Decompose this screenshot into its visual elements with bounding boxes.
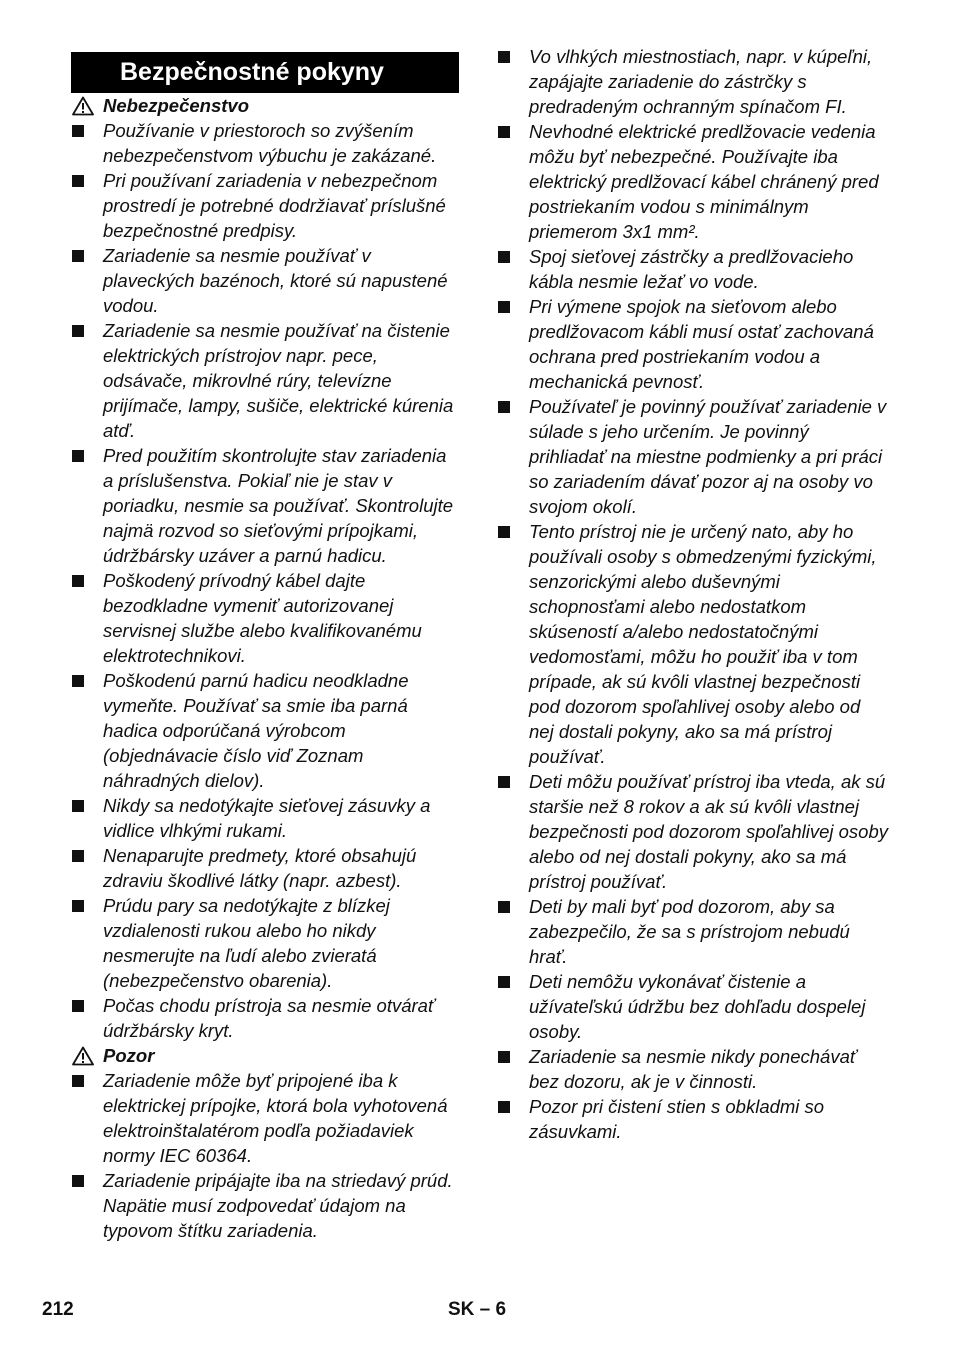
list-item: Pozor pri čistení stien s obkladmi so zásuvkami. xyxy=(497,1094,889,1144)
list-item: Tento prístroj nie je určený nato, aby ho používali osoby s obmedzenými fyzickými, senzorickými alebo duševnými schopnosťami alebo nedostatkom skúseností a/alebo nedostatočnými vedomosťami, môžu ho použiť iba v tom prípade, ak sú kvôli vlastnej bezpečnosti pod dozorom spoľahlivej osoby alebo od nej dostali pokyny, ako sa má prístroj používať. xyxy=(497,519,889,769)
list-item: Používanie v priestoroch so zvýšením nebezpečenstvom výbuchu je zakázané. xyxy=(71,118,459,168)
bullet-icon xyxy=(72,175,84,187)
danger-heading-label: Nebezpečenstvo xyxy=(103,95,249,116)
bullet-icon xyxy=(498,976,510,988)
bullet-icon xyxy=(72,250,84,262)
list-item: Poškodenú parnú hadicu neodkladne vymeňte. Používať sa smie iba parná hadica odporúčaná výrobcom (objednávacie číslo viď Zoznam náhradných dielov). xyxy=(71,668,459,793)
bullet-icon xyxy=(72,325,84,337)
bullet-icon xyxy=(72,1075,84,1087)
list-item: Zariadenie sa nesmie používať na čistenie elektrických prístrojov napr. pece, odsávače, mikrovlné rúry, televízne prijímače, lampy, sušiče, elektrické kúrenia atď. xyxy=(71,318,459,443)
right-column xyxy=(497,44,889,1144)
caution-heading xyxy=(71,1043,459,1068)
list-item: Poškodený prívodný kábel dajte bezodkladne vymeniť autorizovanej servisnej službe alebo kvalifikovanému elektrotechnikovi. xyxy=(71,568,459,668)
list-item: Nenaparujte predmety, ktoré obsahujú zdraviu škodlivé látky (napr. azbest). xyxy=(71,843,459,893)
bullet-icon xyxy=(498,51,510,63)
list-item: Zariadenie sa nesmie používať v plaveckých bazénoch, ktoré sú napustené vodou. xyxy=(71,243,459,318)
list-item: Zariadenie môže byť pripojené iba k elektrickej prípojke, ktorá bola vyhotovená elektroinštalatérom podľa požiadaviek normy IEC 60364. xyxy=(71,1068,459,1168)
page-reference: SK – 6 xyxy=(448,1299,507,1320)
bullet-icon xyxy=(498,901,510,913)
bullet-icon xyxy=(72,850,84,862)
list-item: Používateľ je povinný používať zariadenie v súlade s jeho určením. Je povinný prihliadať na miestne podmienky a pri práci so zariadením dávať pozor aj na osoby vo svojom okolí. xyxy=(497,394,889,519)
list-item: Nevhodné elektrické predlžovacie vedenia môžu byť nebezpečné. Používajte iba elektrický predlžovací kábel chránený pred postriekaním vodou s minimálnym priemerom 3x1 mm². xyxy=(497,119,889,244)
bullet-icon xyxy=(72,575,84,587)
warning-triangle-icon xyxy=(72,1046,94,1066)
list-item: Nikdy sa nedotýkajte sieťovej zásuvky a vidlice vlhkými rukami. xyxy=(71,793,459,843)
bullet-icon xyxy=(72,800,84,812)
left-column xyxy=(71,44,459,1243)
list-item: Zariadenie pripájajte iba na striedavý prúd. Napätie musí zodpovedať údajom na typovom štítku zariadenia. xyxy=(71,1168,459,1243)
caution-list-right xyxy=(497,44,889,1144)
bullet-icon xyxy=(498,126,510,138)
caution-heading-label: Pozor xyxy=(103,1045,155,1066)
list-item: Pri výmene spojok na sieťovom alebo predlžovacom kábli musí ostať zachovaná ochrana pred postriekaním vodou a mechanická pevnosť. xyxy=(497,294,889,394)
warning-triangle-icon xyxy=(72,96,94,116)
bullet-icon xyxy=(72,1000,84,1012)
list-item: Pri používaní zariadenia v nebezpečnom prostredí je potrebné dodržiavať príslušné bezpečnostné predpisy. xyxy=(71,168,459,243)
list-item: Prúdu pary sa nedotýkajte z blízkej vzdialenosti rukou alebo ho nikdy nesmerujte na ľudí alebo zvieratá (nebezpečenstvo obarenia). xyxy=(71,893,459,993)
bullet-icon xyxy=(72,125,84,137)
list-item: Spoj sieťovej zástrčky a predlžovacieho kábla nesmie ležať vo vode. xyxy=(497,244,889,294)
bullet-icon xyxy=(498,301,510,313)
list-item: Deti by mali byť pod dozorom, aby sa zabezpečilo, že sa s prístrojom nebudú hrať. xyxy=(497,894,889,969)
page-number: 212 xyxy=(42,1299,74,1320)
bullet-icon xyxy=(498,526,510,538)
bullet-icon xyxy=(72,900,84,912)
list-item: Deti nemôžu vykonávať čistenie a užívateľskú údržbu bez dohľadu dospelej osoby. xyxy=(497,969,889,1044)
danger-heading xyxy=(71,93,459,118)
section-title: Bezpečnostné pokyny xyxy=(71,52,459,93)
danger-list xyxy=(71,118,459,1043)
bullet-icon xyxy=(498,776,510,788)
list-item: Zariadenie sa nesmie nikdy ponechávať bez dozoru, ak je v činnosti. xyxy=(497,1044,889,1094)
list-item: Vo vlhkých miestnostiach, napr. v kúpeľni, zapájajte zariadenie do zástrčky s predradeným ochranným spínačom FI. xyxy=(497,44,889,119)
bullet-icon xyxy=(498,251,510,263)
caution-list-left xyxy=(71,1068,459,1243)
bullet-icon xyxy=(72,450,84,462)
list-item: Pred použitím skontrolujte stav zariadenia a príslušenstva. Pokiaľ nie je stav v poriadku, nesmie sa používať. Skontrolujte najmä rozvod so sieťovými prípojkami, údržbársky uzáver a parnú hadicu. xyxy=(71,443,459,568)
bullet-icon xyxy=(498,1051,510,1063)
bullet-icon xyxy=(498,1101,510,1113)
list-item: Počas chodu prístroja sa nesmie otvárať údržbársky kryt. xyxy=(71,993,459,1043)
bullet-icon xyxy=(72,1175,84,1187)
list-item: Deti môžu používať prístroj iba vteda, ak sú staršie než 8 rokov a ak sú kvôli vlastnej bezpečnosti pod dozorom spoľahlivej osoby alebo od nej dostali pokyny, ako sa má prístroj používať. xyxy=(497,769,889,894)
bullet-icon xyxy=(72,675,84,687)
bullet-icon xyxy=(498,401,510,413)
